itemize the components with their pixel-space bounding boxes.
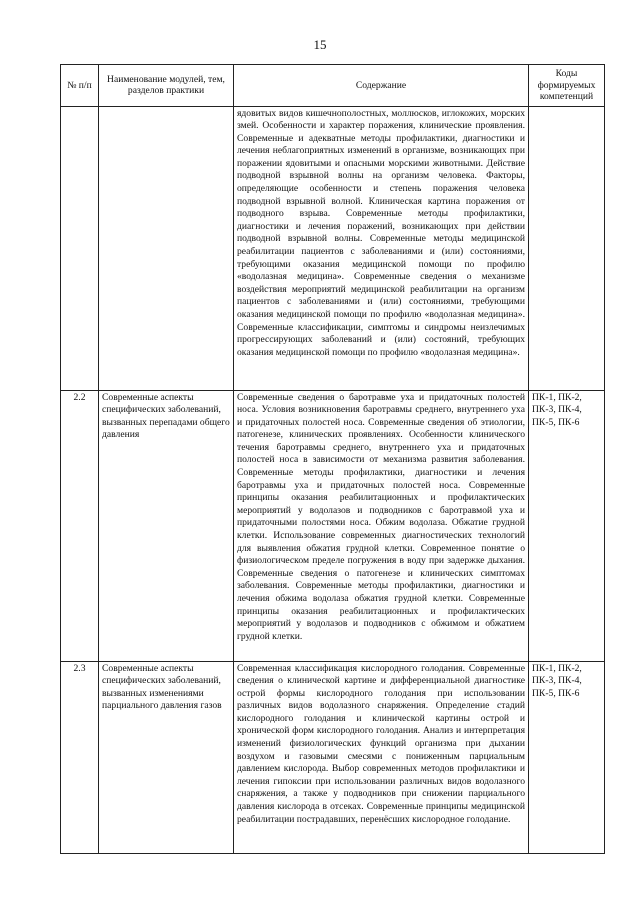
header-module-name: Наименование модулей, тем, разделов практики: [99, 65, 234, 107]
row-module-name: Современные аспекты специфических заболеваний, вызванных перепадами общего давления: [99, 390, 234, 661]
header-competence-codes: Коды формируемых компетенций: [529, 65, 605, 107]
row-module-name: [99, 106, 234, 390]
row-competence-codes: ПК-1, ПК-2, ПК-3, ПК-4, ПК-5, ПК-6: [529, 661, 605, 853]
row-content: Современные сведения о баротравме уха и придаточных полостей носа. Условия возникновения баротравмы среднего, внутреннего уха и придаточных полостей носа. Современные сведения об этиологии, патогенезе, клинических проявлениях. Особенности клинического течения баротравмы среднего, внутреннего уха и придаточных полостей носа в зависимости от механизма развития заболевания. Современные методы профилактики, диагностики и лечения баротравмы уха и придаточных полостей носа. Современные принципы оказания реабилитационных и профилактических мероприятий у водолазов и подводников с баротравмой уха и придаточными полостями носа. Обжим водолаза. Обжатие грудной клетки. Использование современных диагностических технологий для выявления обжатия грудной клетки. Современное понятие о физиологическом пределе погружения в воду при задержке дыхания. Современные сведения о патогенезе и клинических симптомах заболевания. Современные методы профилактики, диагностики и лечения обжима водолаза обжатия грудной клетки. Современные принципы оказания реабилитационных и профилактических мероприятий у водолазов и подводников с обжимом и обжатием грудной клетки.: [234, 390, 529, 661]
row-module-name: Современные аспекты специфических заболеваний, вызванных изменениями парциального давления газов: [99, 661, 234, 853]
row-content: Современная классификация кислородного голодания. Современные сведения о клинической картине и дифференциальной диагностике острой формы кислородного голодания при использовании различных видов водолазного снаряжения. Определение стадий кислородного голодания и клинической картины острой и хронической форм кислородного голодания. Анализ и интерпретация изменений физиологических функций организма при дыхании воздухом и газовыми смесями с пониженным парциальным давлением кислорода. Выбор современных методов профилактики и лечения гипоксии при использовании различных видов водолазного снаряжения, а также у подводников при снижении парциального давления кислорода в отсеках. Современные принципы медицинской реабилитации пострадавших, перенёсших кислородное голодание.: [234, 661, 529, 853]
row-competence-codes: ПК-1, ПК-2, ПК-3, ПК-4, ПК-5, ПК-6: [529, 390, 605, 661]
header-content: Содержание: [234, 65, 529, 107]
row-number: 2.2: [61, 390, 99, 661]
practice-modules-table: [60, 64, 605, 854]
table-row: [61, 390, 605, 661]
table-row: [61, 661, 605, 853]
table-header-row: [61, 65, 605, 107]
row-competence-codes: [529, 106, 605, 390]
header-number: № п/п: [61, 65, 99, 107]
row-number: [61, 106, 99, 390]
table-row: [61, 106, 605, 390]
row-content: ядовитых видов кишечнополостных, моллюсков, иглокожих, морских змей. Особенности и характер поражения, клинические проявления. Современные и адекватные методы профилактики, диагностики и лечения неблагоприятных изменений в организме, возникающих при поражении ядовитыми и опасными морскими животными. Действие подводной взрывной волны на организм человека. Факторы, определяющие особенности и степень поражения человека подводной взрывной волной. Клиническая картина поражения от подводного взрыва. Современные методы профилактики, диагностики и лечения поражений, возникающих при действии подводной взрывной волны. Современные методы медицинской реабилитации пациентов с заболеваниями и (или) состояниями, требующими оказания медицинской помощи по профилю «водолазная медицина». Современные сведения о механизме воздействия мероприятий медицинской реабилитации на организм пациентов с заболеваниями и (или) состояниями, требующими оказания медицинской помощи по профилю «водолазная медицина». Современные классификации, симптомы и синдромы неизлечимых прогрессирующих заболеваний и (или) состояний, требующих оказания медицинской помощи по профилю «водолазная медицина».: [234, 106, 529, 390]
page-number: 15: [313, 37, 327, 52]
row-number: 2.3: [61, 661, 99, 853]
